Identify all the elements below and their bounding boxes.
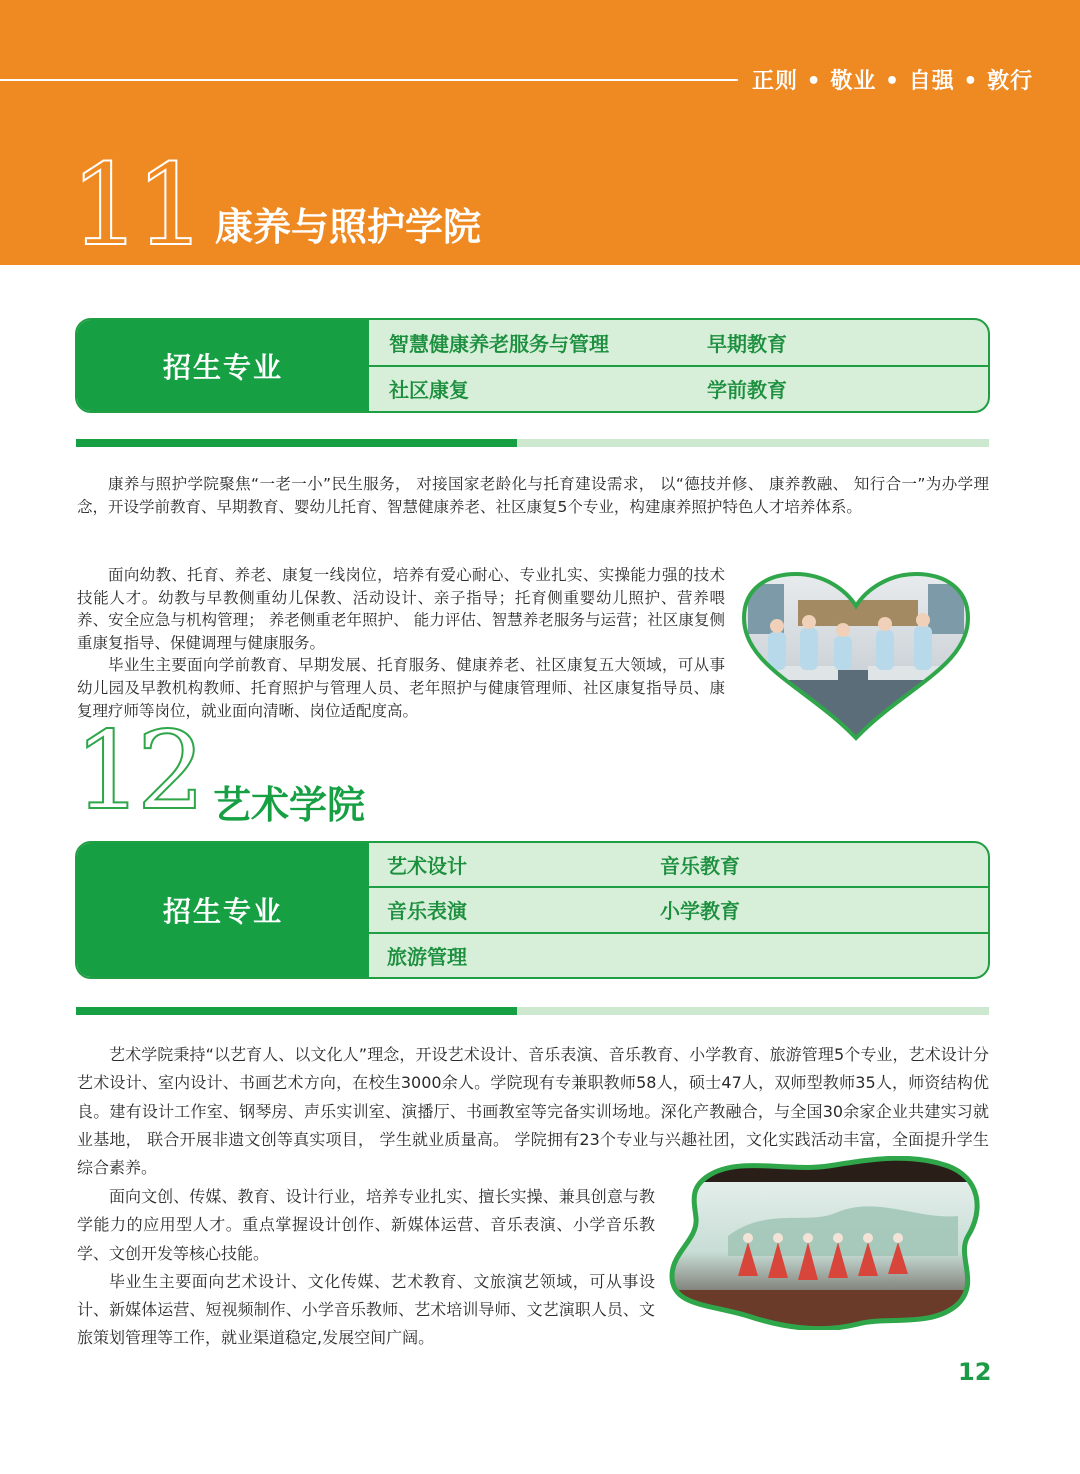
major-item: 智慧健康养老服务与管理 <box>389 331 609 356</box>
majors-box-12 <box>75 841 990 979</box>
major-item: 音乐教育 <box>660 854 740 879</box>
majors-row <box>369 934 988 977</box>
majors-box-11 <box>75 318 990 413</box>
majors-row <box>369 888 988 933</box>
paragraph: 面向文创、传媒、教育、设计行业，培养专业扎实、擅长实操、兼具创意与教学能力的应用型人才。重点掌握设计创作、新媒体运营、音乐表演、小学音乐教学、文创开发等核心技能。 <box>77 1187 655 1263</box>
header-rule <box>0 79 738 81</box>
section-11-body <box>77 564 725 722</box>
major-item: 小学教育 <box>660 899 740 924</box>
majors-row <box>369 843 988 888</box>
majors-row <box>369 367 988 412</box>
section-number-11: 11 <box>70 141 201 271</box>
heart-photo <box>738 570 974 742</box>
major-item: 学前教育 <box>707 378 787 403</box>
paragraph: 艺术学院秉持“以艺育人、以文化人”理念，开设艺术设计、音乐表演、音乐教育、小学教育、旅游管理5个专业，艺术设计分艺术设计、室内设计、书画艺术方向，在校生3000余人。学院现有专兼职教师58人，硕士47人，双师型教师35人，师资结构优良。建有设计工作室、钢琴房、声乐实训室、演播厅、书画教室等完备实训场地。深化产教融合，与全国30余家企业共建实习就业基地， 联合开展非遗文创等真实项目， 学生就业质量高。 学院拥有23个专业与兴趣社团，文化实践活动丰富，全面提升学生综合素养。 <box>77 1045 989 1178</box>
major-item: 社区康复 <box>389 378 469 403</box>
major-item: 音乐表演 <box>387 899 467 924</box>
majors-label: 招生专业 <box>77 843 369 977</box>
section-divider <box>76 1007 989 1015</box>
majors-grid <box>369 843 988 977</box>
major-item: 旅游管理 <box>387 944 467 969</box>
majors-grid <box>369 320 988 411</box>
majors-row <box>369 320 988 367</box>
section-11-intro <box>77 473 989 518</box>
section-12-body <box>77 1183 655 1353</box>
section-number-12: 12 <box>74 709 200 834</box>
paragraph: 毕业生主要面向学前教育、早期发展、托育服务、健康养老、社区康复五大领域，可从事幼儿园及早教机构教师、托育照护与管理人员、老年照护与健康管理师、社区康复指导员、康复理疗师等岗位，就业面向清晰、岗位适配度高。 <box>77 656 725 720</box>
major-item: 艺术设计 <box>387 854 467 879</box>
section-title-11: 康养与照护学院 <box>215 205 482 249</box>
motto: 正则 • 敬业 • 自强 • 敦行 <box>752 69 1034 94</box>
page-number: 12 <box>958 1358 992 1386</box>
paragraph: 毕业生主要面向艺术设计、文化传媒、艺术教育、文旅演艺领域，可从事设计、新媒体运营、短视频制作、小学音乐教师、艺术培训导师、文艺演职人员、文旅策划管理等工作，就业渠道稳定,发展空间广阔。 <box>77 1271 655 1348</box>
paragraph: 康养与照护学院聚焦“一老一小”民生服务， 对接国家老龄化与托育建设需求， 以“德技并修、 康养教融、 知行合一”为办学理念，开设学前教育、早期教育、婴幼儿托育、智慧健康养老、社区康复5个专业，构建康养照护特色人才培养体系。 <box>77 475 989 516</box>
section-divider <box>76 439 989 447</box>
section-title-12: 艺术学院 <box>213 783 366 827</box>
paragraph: 面向幼教、托育、养老、康复一线岗位，培养有爱心耐心、专业扎实、实操能力强的技术技能人才。幼教与早教侧重幼儿保教、活动设计、亲子指导；托育侧重婴幼儿照护、营养喂养、安全应急与机构管理； 养老侧重老年照护、 能力评估、智慧养老服务与运营；社区康复侧重康复指导、保健调理与健康服务。 <box>77 566 725 652</box>
major-item: 早期教育 <box>707 331 787 356</box>
performance-photo <box>668 1156 986 1330</box>
majors-label: 招生专业 <box>77 320 369 411</box>
